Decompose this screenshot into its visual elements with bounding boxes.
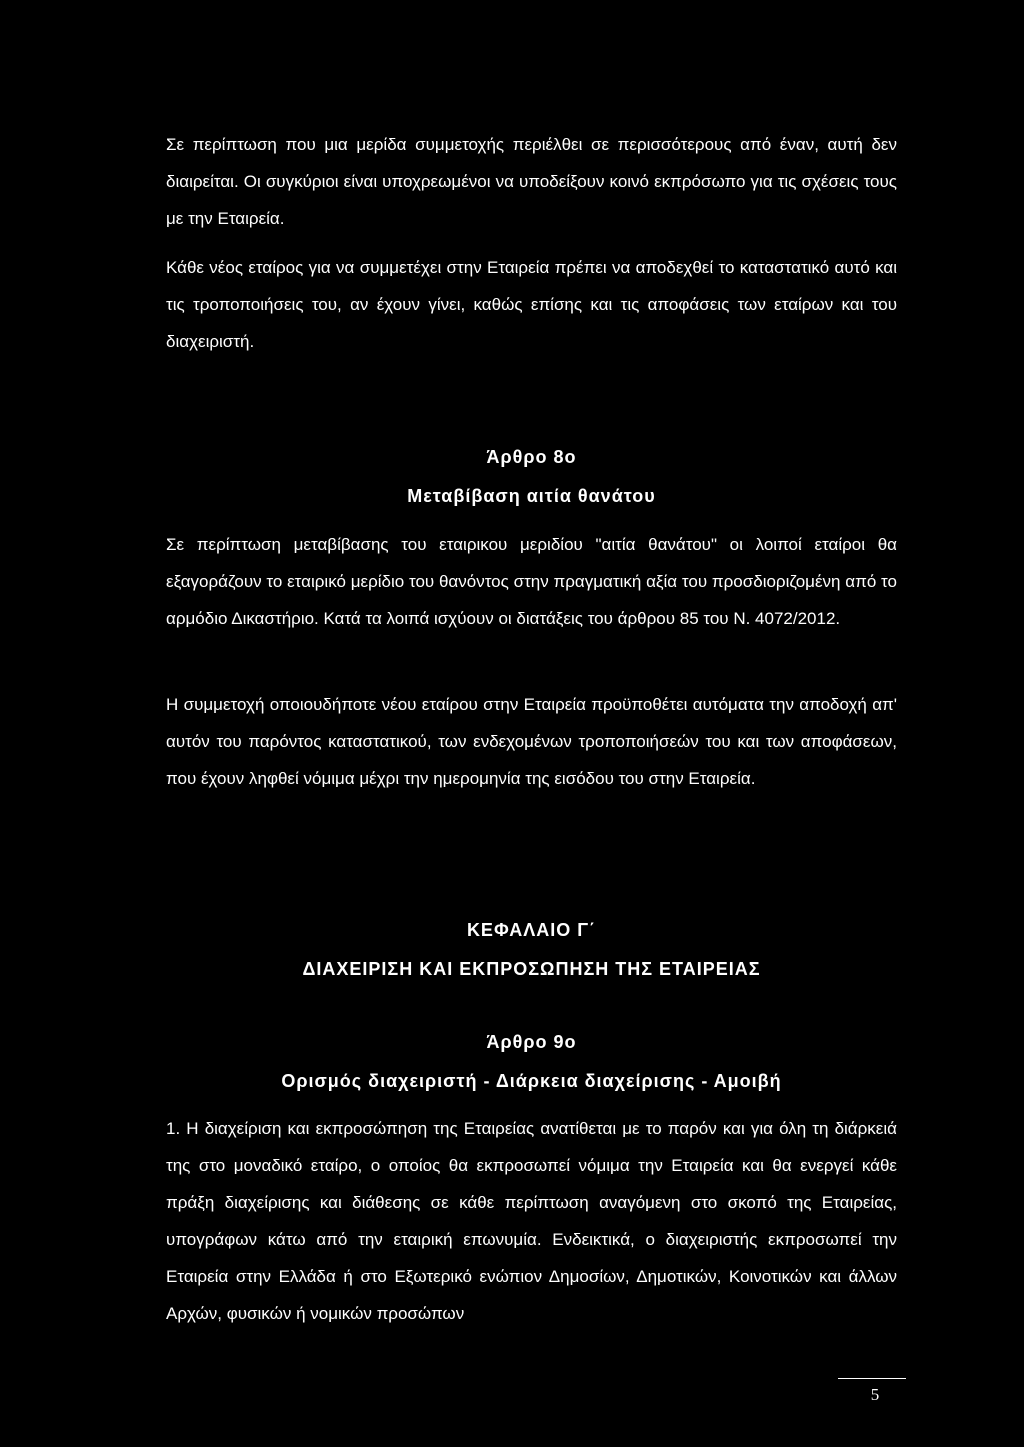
paragraph-shared-share: Σε περίπτωση που μια μερίδα συμμετοχής περιέλθει σε περισσότερους από έναν, αυτή δεν διαιρείται. Οι συγκύριοι είναι υποχρεωμένοι να υποδείξουν κοινό εκπρόσωπο για τις σχέσεις τους με την Εταιρεία. xyxy=(166,135,897,228)
chapter-title: ΔΙΑΧΕΙΡΙΣΗ ΚΑΙ ΕΚΠΡΟΣΩΠΗΣΗ ΤΗΣ ΕΤΑΙΡΕΙΑΣ xyxy=(302,959,761,979)
paragraph-management-assignment: 1. Η διαχείριση και εκπροσώπηση της Εταιρείας ανατίθεται με το παρόν και για όλη τη διάρκειά της στο μοναδικό εταίρο, ο οποίος θα εκπροσωπεί νόμιμα την Εταιρεία και θα ενεργεί κάθε πράξη διαχείρισης και διάθεσης σε κάθε περίπτωση αναγόμενη στο σκοπό της Εταιρείας, υπογράφων κάτω από την εταιρική επωνυμία. Ενδεικτικά, ο διαχειριστής εκπροσωπεί την Εταιρεία στην Ελλάδα ή στο Εξωτερικό ενώπιον Δημοσίων, Δημοτικών, Κοινοτικών και άλλων Αρχών, φυσικών ή νομικών προσώπων xyxy=(166,1119,897,1323)
article-8-title: Μεταβίβαση αιτία θανάτου xyxy=(407,486,656,506)
footer-rule xyxy=(838,1378,906,1379)
paragraph-new-partner-participation: Η συμμετοχή οποιουδήποτε νέου εταίρου στην Εταιρεία προϋποθέτει αυτόματα την αποδοχή απ' αυτόν του παρόντος καταστατικού, των ενδεχομένων τροποποιήσεών του και των αποφάσεων, που έχουν ληφθεί νόμιμα μέχρι την ημερομηνία της εισόδου του στην Εταιρεία. xyxy=(166,695,897,788)
article-9-number: Άρθρο 9ο xyxy=(486,1032,577,1052)
article-9-title: Ορισμός διαχειριστή - Διάρκεια διαχείρισης - Αμοιβή xyxy=(281,1071,782,1091)
chapter-label: ΚΕΦΑΛΑΙΟ Γ΄ xyxy=(466,920,597,940)
paragraph-transfer-on-death: Σε περίπτωση μεταβίβασης του εταιρικου μεριδίου "αιτία θανάτου" οι λοιποί εταίροι θα εξαγοράζουν το εταιρικό μερίδιο του θανόντος στην πραγματική αξία του προσδιοριζομένη από το αρμόδιο Δικαστήριο. Κατά τα λοιπά ισχύουν οι διατάξεις του άρθρου 85 του Ν. 4072/2012. xyxy=(166,535,897,628)
article-8-number: Άρθρο 8ο xyxy=(486,447,577,467)
paragraph-new-partner-acceptance: Κάθε νέος εταίρος για να συμμετέχει στην Εταιρεία πρέπει να αποδεχθεί το καταστατικό αυτό και τις τροποποιήσεις του, αν έχουν γίνει, καθώς επίσης και τις αποφάσεις των εταίρων και του διαχειριστή. xyxy=(166,258,897,351)
page-number: 5 xyxy=(870,1385,880,1404)
